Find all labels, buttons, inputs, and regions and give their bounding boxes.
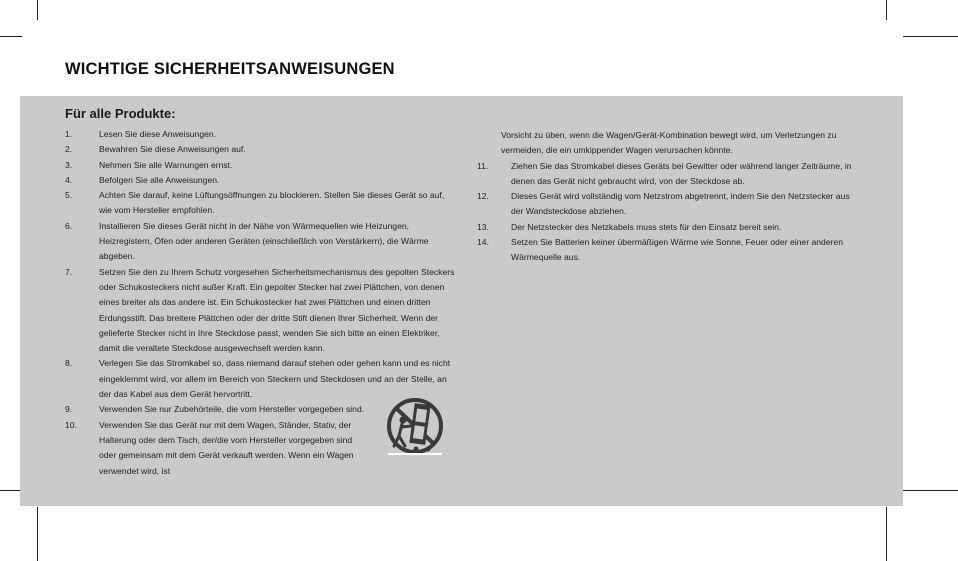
item-number: 12. (477, 191, 489, 202)
item-number: 3. (65, 159, 73, 170)
item-number: 1. (65, 129, 73, 139)
item-text: Lesen Sie diese Anweisungen. (99, 129, 217, 139)
crop-mark (37, 0, 38, 20)
item-number: 11. (477, 160, 489, 171)
item-number: 10. (65, 419, 77, 430)
item-number: 8. (65, 358, 73, 369)
crop-mark (886, 507, 887, 561)
crop-mark (0, 36, 22, 37)
list-item (65, 142, 455, 157)
item-number: 5. (65, 190, 73, 201)
section-heading: Für alle Produkte: (65, 106, 176, 121)
item-text: Achten Sie darauf, keine Lüftungsöffnungen zu blockieren. Stellen Sie dieses Gerät so auf, wie vom Hersteller empfohlen. (99, 190, 445, 216)
item-text: Setzen Sie den zu Ihrem Schutz vorgesehen Sicherheitsmechanismus des gepolten Steckers oder Schukosteckers nicht außer Kraft. Ein gepolter Stecker hat zwei Plättchen, von denen eines breiter als das andere ist. Ein Schukostecker hat zwei Plättchen und einen dritten Erdungsstift. Das breitere Plättchen oder der dritte Stift dienen Ihrer Sicherheit. Wenn der gelieferte Stecker nicht in Ihre Steckdose passt, wenden Sie sich bitte an einen Elektriker, damit die veraltete Steckdose ausgewechselt werden kann. (99, 266, 455, 354)
cart-tip-over-warning-icon (382, 396, 448, 462)
item-text: Verwenden Sie nur Zubehörteile, die vom Hersteller vorgegeben sind. (99, 404, 365, 415)
item-text: Dieses Gerät wird vollständig vom Netzstrom abgetrennt, indem Sie den Netzstecker aus der Wandsteckdose abziehen. (511, 191, 850, 217)
item-text: Installieren Sie dieses Gerät nicht in der Nähe von Wärmequellen wie Heizungen, Heizregistern, Öfen oder anderen Geräten (einschließlich von Verstärkern), die Wärme abgeben. (99, 220, 429, 262)
crop-mark (903, 490, 958, 491)
list-item (65, 158, 455, 173)
item-text: Vorsicht zu üben, wenn die Wagen/Gerät-Kombination bewegt wird, um Verletzungen zu vermeiden, die ein umkippender Wagen verursachen könnte. (501, 130, 837, 156)
item-text: Bewahren Sie diese Anweisungen auf. (99, 144, 246, 155)
list-item (477, 220, 857, 235)
crop-mark (903, 36, 958, 37)
item-text: Setzen Sie Batterien keiner übermäßigen Wärme wie Sonne, Feuer oder einer anderen Wärmequelle aus. (511, 237, 843, 263)
item-text: Verlegen Sie das Stromkabel so, dass niemand darauf stehen oder gehen kann und es nicht eingeklemmt wird, vor allem im Bereich von Steckern und Steckdosen und an der Stelle, an der das Kabel aus dem Gerät hervortritt. (99, 358, 451, 400)
item-number: 14. (477, 237, 489, 248)
list-item (65, 219, 455, 265)
item-number: 2. (65, 144, 73, 155)
list-item (477, 128, 857, 159)
crop-mark (886, 0, 887, 20)
list-item (65, 265, 455, 357)
list-item (65, 127, 455, 142)
right-column (477, 128, 857, 266)
item-number: 13. (477, 221, 489, 232)
list-item (477, 189, 857, 220)
item-text: Verwenden Sie das Gerät nur mit dem Wagen, Ständer, Stativ, der Halterung oder dem Tisch, der/die vom Hersteller vorgegeben sind oder gemeinsam mit dem Gerät verkauft werden. Wenn ein Wagen verwendet wird, ist (99, 419, 354, 476)
item-text: Der Netzstecker des Netzkabels muss stets für den Einsatz bereit sein. (511, 221, 782, 232)
safety-panel (20, 96, 903, 506)
item-number: 7. (65, 266, 73, 277)
list-item (65, 173, 455, 188)
list-item (477, 159, 857, 190)
crop-mark (37, 507, 38, 561)
list-item (65, 188, 455, 219)
item-text: Ziehen Sie das Stromkabel dieses Geräts bei Gewitter oder während langer Zeiträume, in denen das Gerät nicht gebraucht wird, von der Steckdose ab. (511, 160, 852, 186)
item-number: 9. (65, 404, 73, 415)
item-number: 4. (65, 174, 73, 185)
item-text: Befolgen Sie alle Anweisungen. (99, 174, 220, 185)
list-item (477, 235, 857, 266)
page-title: WICHTIGE SICHERHEITSANWEISUNGEN (65, 60, 395, 78)
crop-mark (0, 490, 22, 491)
item-number: 6. (65, 220, 73, 231)
item-text: Nehmen Sie alle Warnungen ernst. (99, 159, 233, 170)
